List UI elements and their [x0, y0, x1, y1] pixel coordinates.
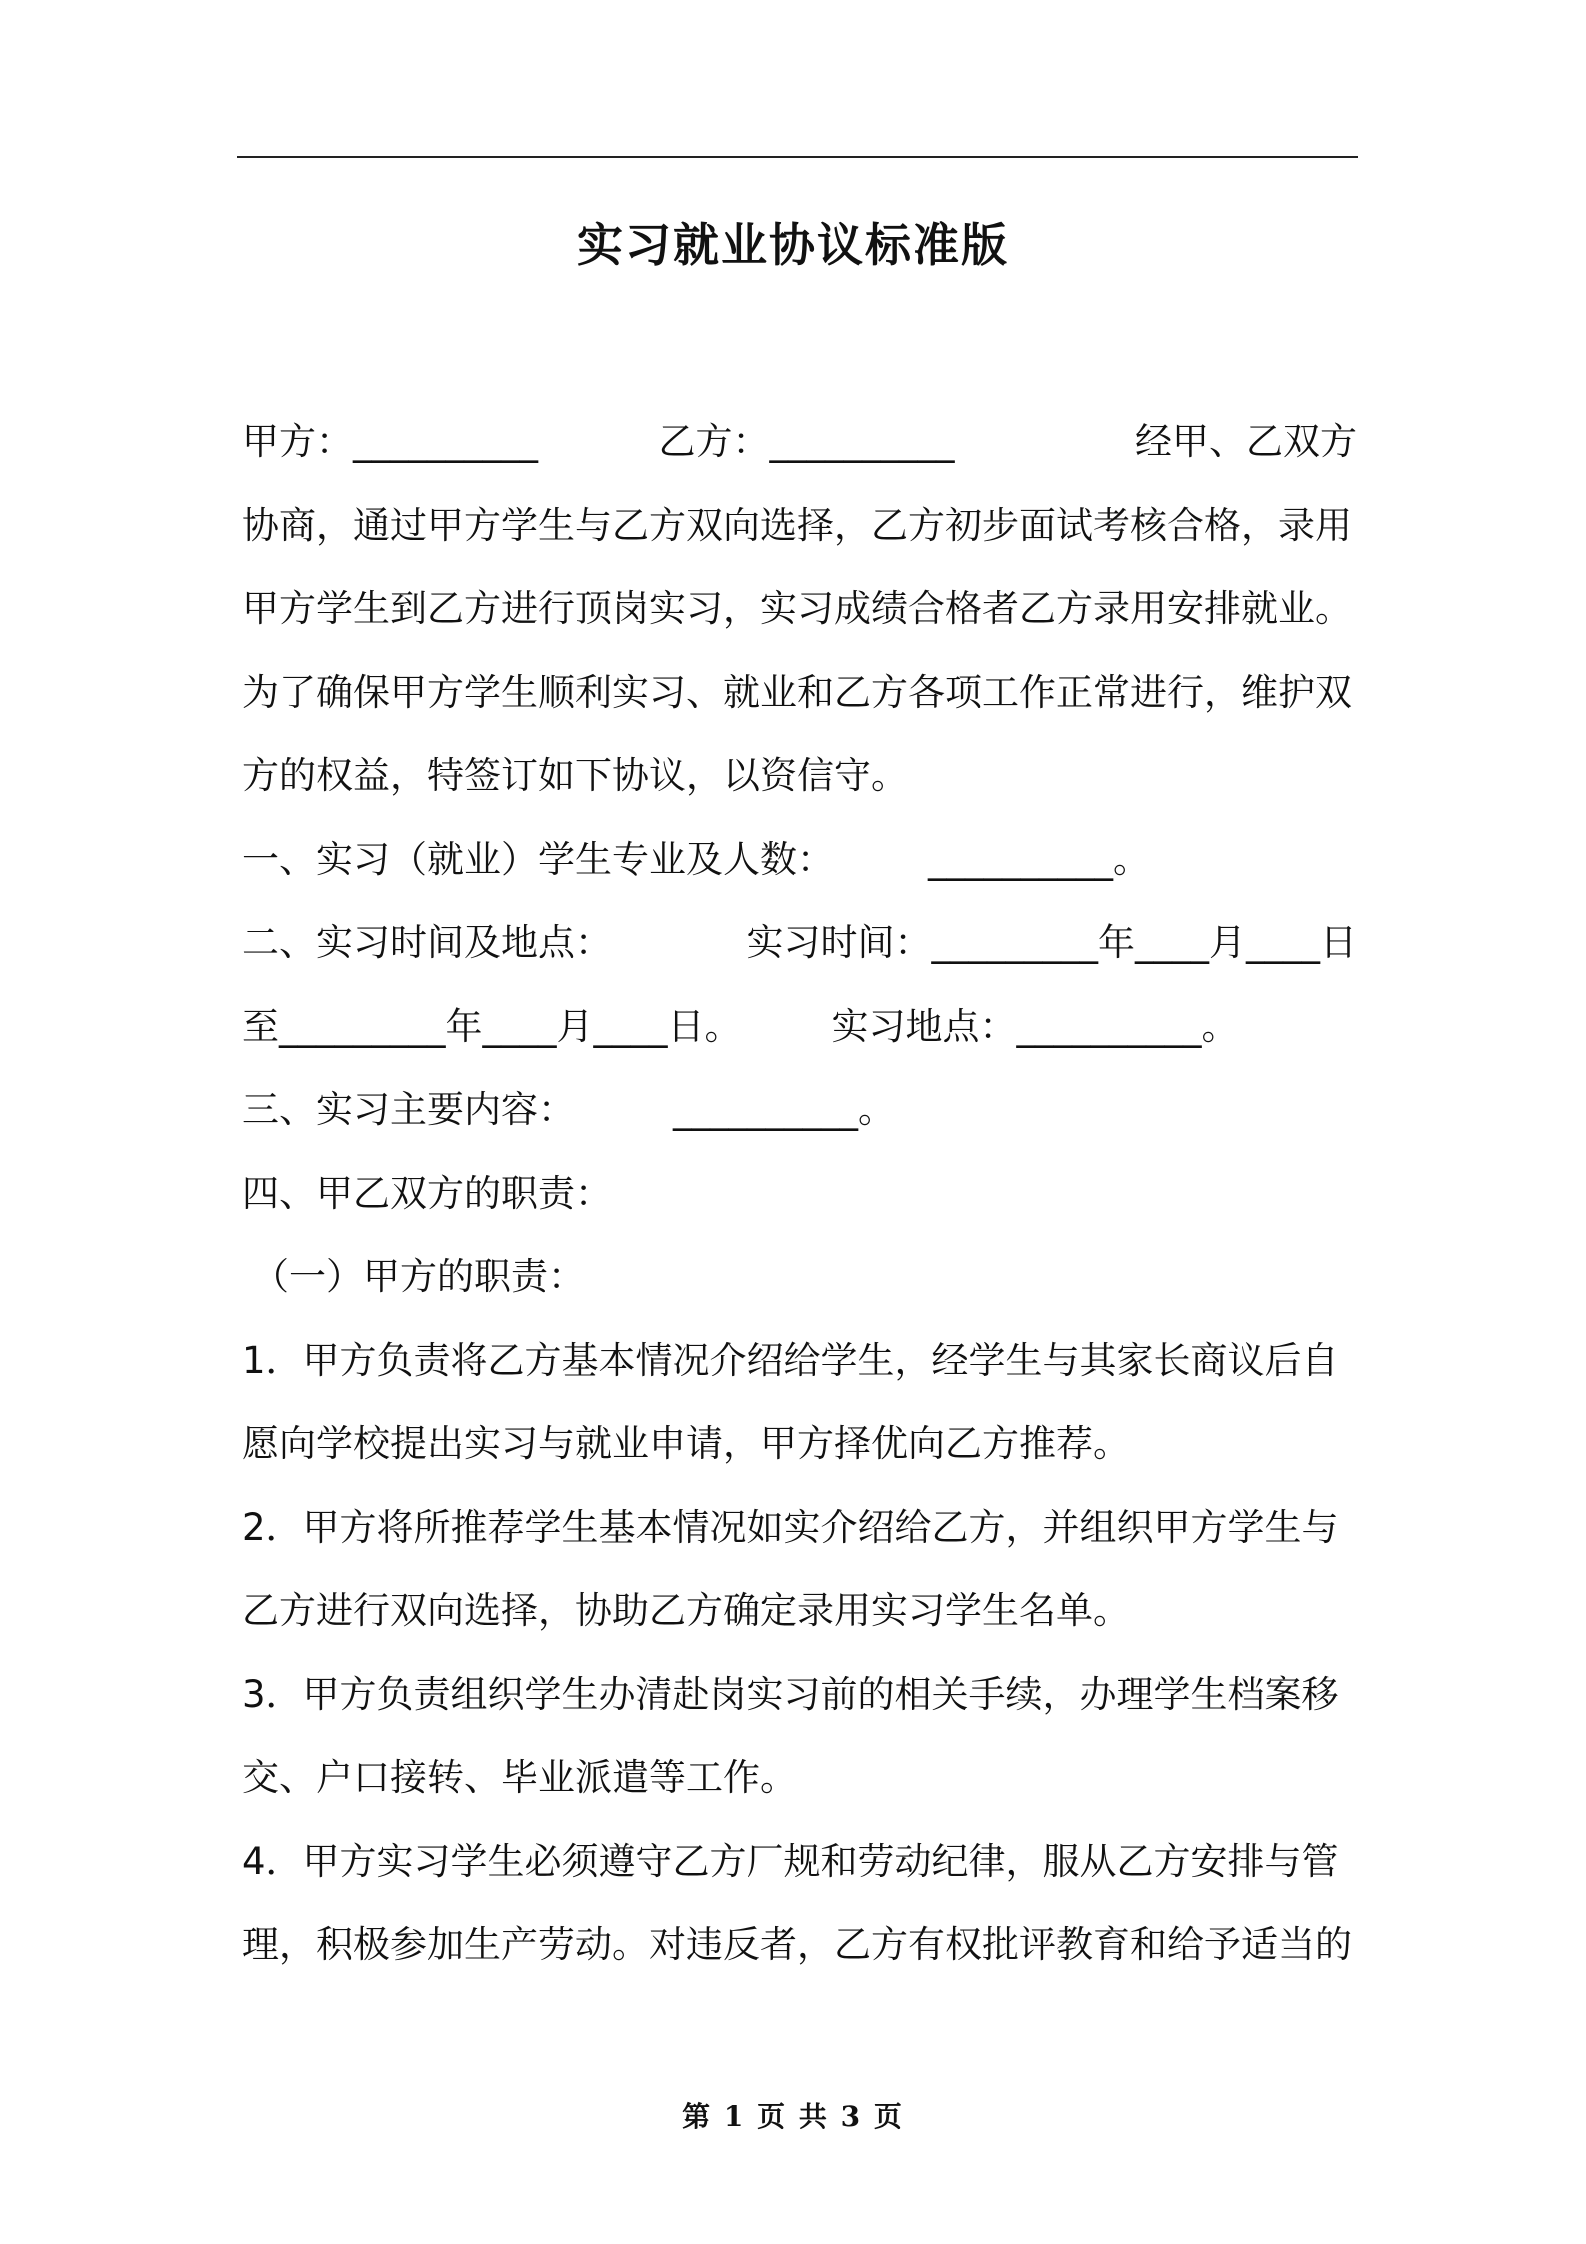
body-text-segment: 理，积极参加生产劳动。对违反者，乙方有权批评教育和给予适当的 [242, 1923, 1352, 1966]
body-line [242, 1402, 1357, 1486]
body-text-segment: 1．甲方负责将乙方基本情况介绍给学生，经学生与其家长商议后自 [242, 1338, 1339, 1382]
section-heading-2 [242, 901, 1357, 985]
internship-end-date: 至_________年____月____日。 [242, 1004, 742, 1048]
section-heading-4 [242, 1152, 1357, 1236]
header-rule [237, 156, 1358, 158]
document-body [242, 400, 1357, 1987]
body-line [242, 734, 1357, 818]
body-line [242, 1903, 1357, 1987]
subsection-label: （一）甲方的职责： [252, 1255, 585, 1298]
clause-item-2 [242, 1486, 1357, 1570]
section-label: 四、甲乙双方的职责： [242, 1171, 612, 1215]
clause-item-1 [242, 1319, 1357, 1403]
body-text-segment: 愿向学校提出实习与就业申请，甲方择优向乙方推荐。 [242, 1422, 1130, 1465]
body-line [242, 1736, 1357, 1820]
section-label: 一、实习（就业）学生专业及人数： [242, 837, 834, 881]
body-line [242, 651, 1357, 735]
body-text-segment: 乙方进行双向选择，协助乙方确定录用实习学生名单。 [242, 1589, 1130, 1632]
body-text-segment: 为了确保甲方学生顺利实习、就业和乙方各项工作正常进行，维护双 [242, 670, 1352, 714]
section-heading-3 [242, 1068, 1357, 1152]
body-line [242, 484, 1357, 568]
internship-location-field: 实习地点：__________。 [831, 1004, 1239, 1048]
body-text-segment: 4．甲方实习学生必须遵守乙方厂规和劳动纪律，服从乙方安排与管 [242, 1839, 1339, 1883]
body-text-segment: 甲方学生到乙方进行顶岗实习，实习成绩合格者乙方录用安排就业。 [242, 587, 1352, 630]
clause-item-4 [242, 1820, 1357, 1904]
body-text-segment: 方的权益，特签订如下协议，以资信守。 [242, 754, 908, 797]
section-heading-1 [242, 818, 1357, 902]
blank-field: __________。 [673, 1088, 895, 1131]
blank-field: __________。 [928, 837, 1150, 881]
clause-item-3 [242, 1653, 1357, 1737]
body-line [242, 1569, 1357, 1653]
section-label: 三、实习主要内容： [242, 1088, 575, 1131]
body-text-segment: 经甲、乙双方 [1135, 420, 1357, 463]
internship-time-field: 实习时间：_________年____月____日 [746, 921, 1357, 964]
subsection-heading [242, 1235, 1357, 1319]
body-line [242, 567, 1357, 651]
section-label: 二、实习时间及地点： [242, 921, 612, 964]
page-number: 第 1 页 共 3 页 [682, 2100, 904, 2133]
body-line [242, 985, 1357, 1069]
body-line [242, 400, 1357, 484]
document-title: 实习就业协议标准版 [577, 218, 1009, 272]
body-text-segment: 协商，通过甲方学生与乙方双向选择，乙方初步面试考核合格，录用 [242, 503, 1352, 547]
party-b-field: 乙方：__________ [658, 420, 955, 463]
body-text-segment: 2．甲方将所推荐学生基本情况如实介绍给乙方，并组织甲方学生与 [242, 1505, 1339, 1549]
party-a-field: 甲方：__________ [242, 420, 538, 463]
body-text-segment: 交、户口接转、毕业派遣等工作。 [242, 1756, 797, 1799]
body-text-segment: 3．甲方负责组织学生办清赴岗实习前的相关手续，办理学生档案移 [242, 1672, 1339, 1716]
